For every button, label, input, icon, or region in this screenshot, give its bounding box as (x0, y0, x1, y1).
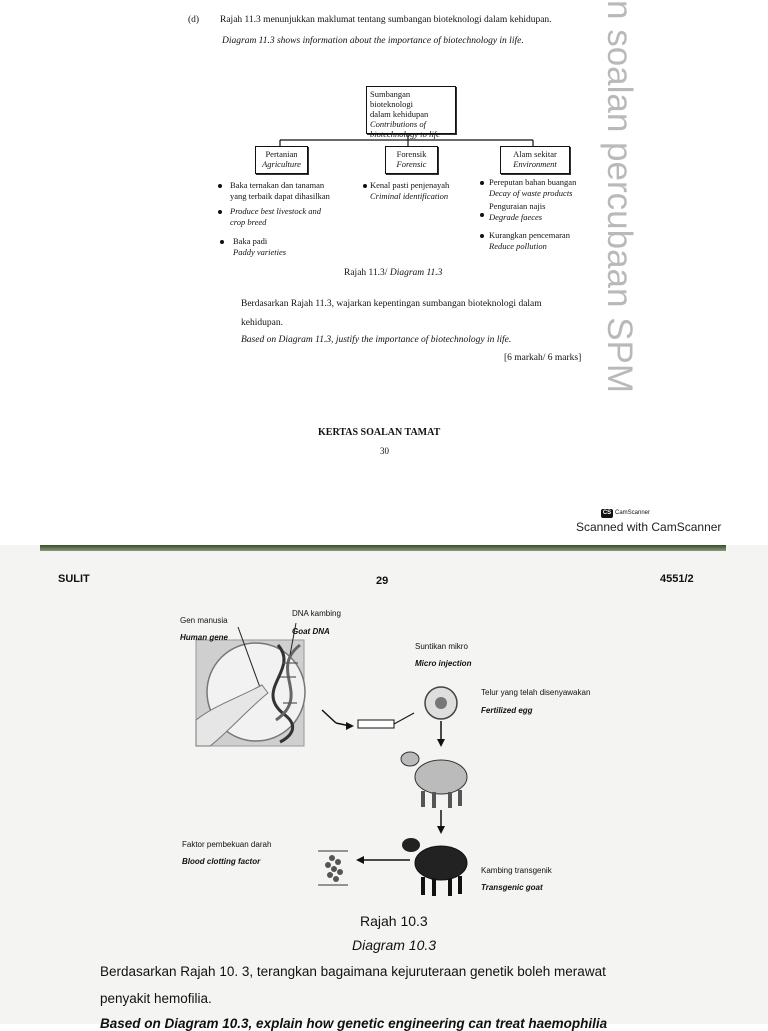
forensic-point-malay: Kenal pasti penjenayah (370, 180, 450, 190)
instruction-malay-1: Berdasarkan Rajah 11.3, wajarkan kepentingan sumbangan bioteknologi dalam (241, 299, 542, 309)
agri-point-1-line-1: Baka ternakan dan tanaman (230, 180, 325, 190)
agri-point-1 (230, 180, 330, 201)
env-point-3-malay: Kurangkan pencemaran (489, 230, 570, 240)
root-line-2: dalam kehidupan (370, 109, 429, 119)
agri-point-3-malay: Baka padi (233, 236, 268, 246)
bullet-dot (218, 184, 222, 188)
question-english: Diagram 11.3 shows information about the importance of biotechnology in life. (222, 36, 524, 46)
page-number: 30 (380, 446, 389, 456)
bullet-dot (220, 240, 224, 244)
root-box (366, 86, 456, 139)
branch-forensic-english: Forensic (396, 159, 427, 169)
branch-forensic (385, 146, 438, 174)
instruction-english: Based on Diagram 11.3, justify the importance of biotechnology in life. (241, 335, 512, 345)
branch-agriculture-english: Agriculture (262, 159, 301, 169)
env-point-2 (489, 201, 545, 222)
agri-point-2-line-2: crop breed (230, 216, 267, 227)
caption-english: Diagram 11.3 (389, 268, 443, 278)
label-fertilized-egg-english: Fertilized egg (481, 706, 533, 715)
question-number: (d) (188, 15, 200, 25)
label-fertilized-egg-malay: Telur yang telah disenyawakan (481, 688, 591, 697)
agri-point-2-line-1: Produce best livestock and (230, 206, 322, 216)
label-clotting-factor-english: Blood clotting factor (182, 857, 261, 866)
watermark-text: n soalan percubaan SPM (600, 0, 639, 394)
header-sulit: SULIT (58, 573, 90, 585)
bullet-dot (480, 181, 484, 185)
exam-page-29 (0, 545, 768, 1031)
syringe-icon (358, 720, 394, 728)
agri-point-2 (230, 206, 321, 227)
end-of-paper: KERTAS SOALAN TAMAT (318, 427, 441, 438)
root-line-3: Contributions of (370, 119, 426, 129)
instruction-malay-2: kehidupan. (241, 318, 283, 328)
camscanner-logo-text: CamScanner (615, 510, 651, 516)
bullet-dot (218, 210, 222, 214)
label-micro-injection-malay: Suntikan mikro (415, 642, 468, 651)
agri-point-3 (233, 236, 286, 257)
diagram-10-3-caption-english: Diagram 10.3 (352, 937, 437, 953)
goat-icon (401, 752, 467, 808)
branch-agriculture (255, 146, 308, 174)
bullet-dot (480, 213, 484, 217)
label-human-gene-english: Human gene (180, 633, 229, 642)
bullet-dot (480, 234, 484, 238)
label-micro-injection-english: Micro injection (415, 659, 472, 668)
diagram-10-3-caption-malay: Rajah 10.3 (360, 913, 428, 929)
forensic-point-english: Criminal identification (370, 190, 449, 201)
env-point-1-malay: Pereputan bahan buangan (489, 177, 577, 187)
question-10-malay-1: Berdasarkan Rajah 10. 3, terangkan bagaimana kejuruteraan genetik boleh merawat (100, 964, 606, 979)
header-page-number: 29 (376, 575, 389, 587)
env-point-3-english: Reduce pollution (489, 240, 547, 251)
agri-point-1-line-2: yang terbaik dapat dihasilkan (230, 190, 330, 201)
label-human-gene-malay: Gen manusia (180, 616, 228, 625)
label-goat-dna-english: Goat DNA (292, 627, 330, 636)
env-point-2-malay: Penguraian najis (489, 201, 546, 211)
question-10-malay-2: penyakit hemofilia. (100, 991, 212, 1006)
agri-point-3-english: Paddy varieties (233, 246, 287, 257)
forensic-point (370, 180, 449, 201)
bullet-dot (363, 184, 367, 188)
diagram-11-3-caption (344, 268, 442, 278)
marks: [6 markah/ 6 marks] (504, 353, 582, 363)
label-transgenic-goat-malay: Kambing transgenik (481, 866, 552, 875)
env-point-2-english: Degrade faeces (489, 211, 543, 222)
watermark (582, 0, 642, 450)
env-point-3 (489, 230, 570, 251)
transgenic-goat-icon (402, 838, 467, 896)
label-transgenic-goat-english: Transgenic goat (481, 883, 543, 892)
branch-environment-malay: Alam sekitar (513, 149, 557, 159)
branch-forensic-malay: Forensik (396, 149, 427, 159)
branch-agriculture-malay: Pertanian (265, 149, 298, 159)
header-paper-code: 4551/2 (660, 573, 694, 585)
camscanner-logo-icon: CS (602, 510, 612, 516)
label-goat-dna-malay: DNA kambing (292, 609, 341, 618)
question-malay: Rajah 11.3 menunjukkan maklumat tentang sumbangan bioteknologi dalam kehidupan. (220, 15, 552, 25)
branch-environment (500, 146, 570, 174)
caption-malay: Rajah 11.3/ (344, 268, 388, 278)
scanned-with-text: Scanned with CamScanner (576, 520, 722, 534)
root-line-4: biotechnology to life (370, 129, 440, 139)
env-point-1 (489, 177, 576, 198)
clotting-factor-icon (318, 851, 348, 885)
branch-environment-english: Environment (513, 159, 557, 169)
env-point-1-english: Decay of waste products (489, 187, 573, 198)
root-line-1: Sumbangan bioteknologi (370, 89, 413, 109)
question-10-english-cut: Based on Diagram 10.3, explain how genetic engineering can treat haemophilia (100, 1016, 608, 1031)
label-clotting-factor-malay: Faktor pembekuan darah (182, 840, 272, 849)
